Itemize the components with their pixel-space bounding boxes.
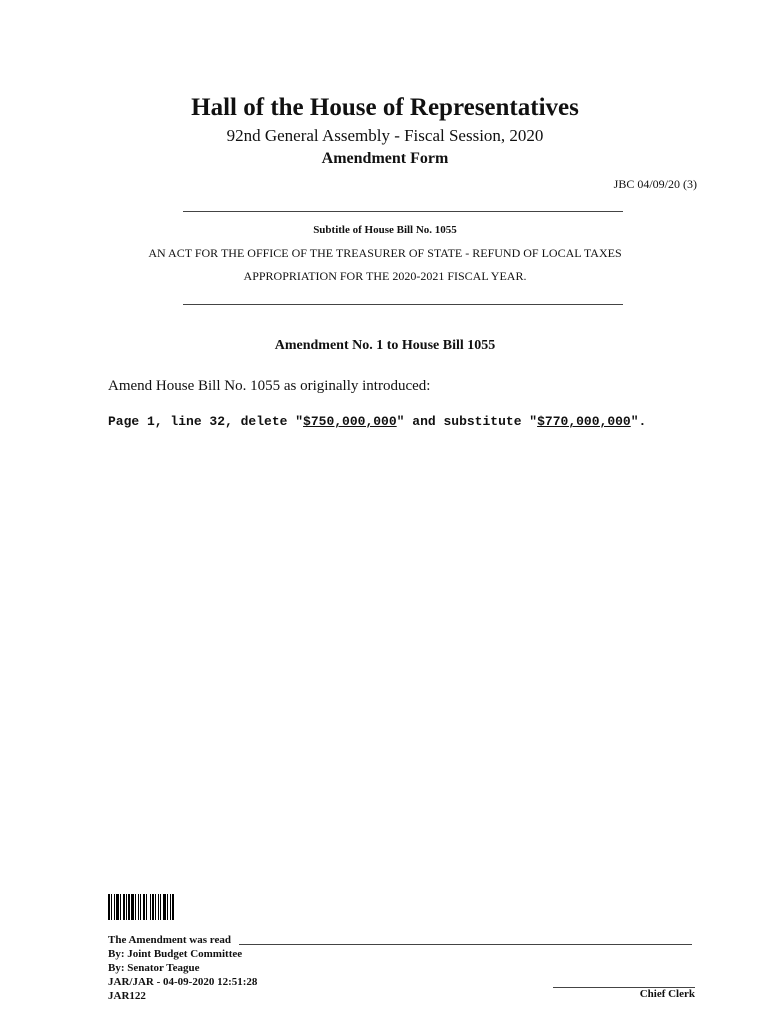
session-line: 92nd General Assembly - Fiscal Session, 2020 — [226, 126, 544, 145]
barcode-bar — [167, 894, 168, 920]
document-code: JAR/JAR - 04-09-2020 12:51:28 — [108, 976, 258, 988]
subtitle-label: Subtitle of House Bill No. 1055 — [313, 224, 457, 236]
barcode-bar — [131, 894, 134, 920]
old-amount: $750,000,000 — [303, 414, 397, 429]
divider-bottom — [183, 304, 623, 305]
page-title: Hall of the House of Representatives — [191, 94, 579, 121]
barcode-bar — [140, 894, 141, 920]
barcode-bar — [160, 894, 161, 920]
barcode-bar — [123, 894, 125, 920]
barcode-bar — [138, 894, 139, 920]
barcode-bar — [163, 894, 166, 920]
barcode-bar — [126, 894, 127, 920]
barcode-bar — [170, 894, 171, 920]
barcode-bar — [155, 894, 156, 920]
chief-clerk-label: Chief Clerk — [639, 988, 695, 1000]
barcode-bar — [116, 894, 119, 920]
instruction-middle: " and substitute " — [396, 414, 538, 429]
divider-top — [183, 211, 623, 212]
barcode-bar — [158, 894, 159, 920]
amendment-instruction — [108, 414, 646, 429]
document-id: JBC 04/09/20 (3) — [613, 177, 697, 191]
barcode-bar — [172, 894, 174, 920]
instruction-prefix: Page 1, line 32, delete " — [108, 414, 304, 429]
sponsor-committee: By: Joint Budget Committee — [108, 948, 243, 960]
document-reference: JAR122 — [108, 990, 146, 1002]
sponsor-senator: By: Senator Teague — [108, 962, 200, 974]
barcode-bar — [114, 894, 115, 920]
new-amount: $770,000,000 — [537, 414, 631, 429]
barcode-bar — [143, 894, 145, 920]
barcode-bar — [111, 894, 112, 920]
read-label: The Amendment was read — [108, 934, 231, 946]
barcode-bar — [120, 894, 121, 920]
form-label: Amendment Form — [321, 150, 449, 167]
amendment-heading: Amendment No. 1 to House Bill 1055 — [274, 338, 496, 353]
read-signature-line — [239, 944, 692, 945]
barcode-bar — [108, 894, 110, 920]
barcode-bar — [152, 894, 154, 920]
barcode-bar — [128, 894, 130, 920]
instruction-suffix: ". — [630, 414, 647, 429]
amendment-intro: Amend House Bill No. 1055 as originally introduced: — [108, 378, 431, 394]
barcode-bar — [146, 894, 147, 920]
act-title-line-2: APPROPRIATION FOR THE 2020-2021 FISCAL YEAR. — [243, 269, 527, 283]
barcode-bar — [150, 894, 151, 920]
barcode-bar — [135, 894, 136, 920]
barcode-icon — [108, 894, 200, 920]
act-title-line-1: AN ACT FOR THE OFFICE OF THE TREASURER OF STATE - REFUND OF LOCAL TAXES — [148, 246, 622, 260]
